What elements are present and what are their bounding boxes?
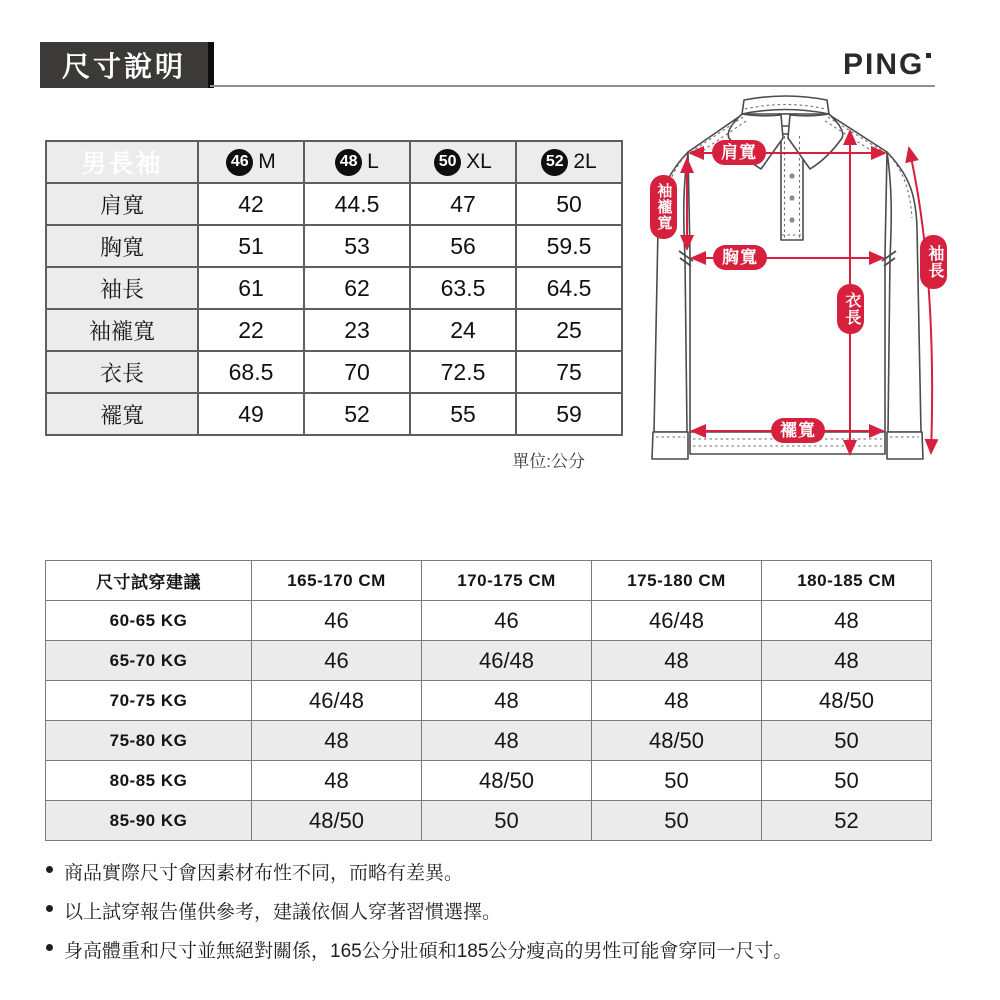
cell: 47	[410, 183, 516, 225]
unit-note: 單位:公分	[512, 452, 585, 471]
cell: 52	[762, 801, 932, 841]
brand-logo	[843, 48, 931, 82]
cell: 51	[198, 225, 304, 267]
bullet-icon	[46, 866, 53, 873]
note-text: 以上試穿報告僅供參考，建議依個人穿著習慣選擇。	[64, 902, 502, 923]
table-row-chest	[46, 225, 622, 267]
height-col-3: 175-180 CM	[592, 561, 762, 601]
cell: 48/50	[762, 681, 932, 721]
size-table-header-row	[46, 141, 622, 183]
cell: 48	[422, 681, 592, 721]
cell: 48	[252, 721, 422, 761]
size-letter-m: M	[258, 150, 276, 173]
size-col-52-2l	[516, 141, 622, 183]
note-text: 商品實際尺寸會因素材布性不同，而略有差異。	[64, 863, 464, 884]
cell: 64.5	[516, 267, 622, 309]
cell: 46/48	[592, 601, 762, 641]
cell: 48	[592, 641, 762, 681]
cell: 42	[198, 183, 304, 225]
row-label: 65-70 KG	[46, 641, 252, 681]
table-row-70-75kg	[46, 681, 932, 721]
brand-logo-text: PING	[843, 48, 925, 81]
table-row-shoulder	[46, 183, 622, 225]
cell: 48	[762, 641, 932, 681]
cell: 53	[304, 225, 410, 267]
footer-notes	[46, 858, 792, 975]
cell: 55	[410, 393, 516, 435]
table-row-75-80kg	[46, 721, 932, 761]
cell: 46	[422, 601, 592, 641]
cell: 52	[304, 393, 410, 435]
cell: 75	[516, 351, 622, 393]
cell: 49	[198, 393, 304, 435]
bullet-icon	[46, 944, 53, 951]
note-line	[46, 858, 792, 885]
table-row-65-70kg	[46, 641, 932, 681]
cell: 48	[252, 761, 422, 801]
cell: 62	[304, 267, 410, 309]
cell: 48	[422, 721, 592, 761]
cell: 46/48	[252, 681, 422, 721]
row-label: 肩寬	[46, 183, 198, 225]
cell: 48	[762, 601, 932, 641]
cell: 59	[516, 393, 622, 435]
row-label: 袖長	[46, 267, 198, 309]
cell: 59.5	[516, 225, 622, 267]
right-cuff	[887, 432, 923, 459]
table-row-armhole	[46, 309, 622, 351]
size-badge-46: 46	[226, 149, 253, 176]
row-label: 袖襱寬	[46, 309, 198, 351]
table-row-hem	[46, 393, 622, 435]
button-3	[789, 217, 794, 222]
cell: 48	[592, 681, 762, 721]
fit-table	[45, 560, 932, 841]
cell: 50	[592, 761, 762, 801]
table-row-sleeve-length	[46, 267, 622, 309]
cell: 50	[422, 801, 592, 841]
note-line	[46, 897, 792, 924]
note-text: 身高體重和尺寸並無絕對關係，165公分壯碩和185公分瘦高的男性可能會穿同一尺寸。	[64, 941, 793, 962]
left-cuff	[652, 432, 688, 459]
cell: 50	[762, 761, 932, 801]
hem-width-label: 襬寬	[771, 418, 825, 443]
cell: 68.5	[198, 351, 304, 393]
right-sleeve	[887, 152, 921, 432]
cell: 70	[304, 351, 410, 393]
bullet-icon	[46, 905, 53, 912]
armhole-width-label: 袖襱寬	[650, 175, 677, 239]
size-letter-xl: XL	[466, 150, 492, 173]
shoulder-width-label: 肩寬	[712, 140, 766, 165]
height-col-4: 180-185 CM	[762, 561, 932, 601]
cell: 48/50	[592, 721, 762, 761]
cell: 46/48	[422, 641, 592, 681]
row-label: 80-85 KG	[46, 761, 252, 801]
button-2	[789, 195, 794, 200]
cell: 50	[516, 183, 622, 225]
button-1	[789, 173, 794, 178]
cell: 56	[410, 225, 516, 267]
size-badge-50: 50	[434, 149, 461, 176]
cell: 61	[198, 267, 304, 309]
fit-table-title: 尺寸試穿建議	[46, 561, 252, 601]
table-row-80-85kg	[46, 761, 932, 801]
row-label: 胸寬	[46, 225, 198, 267]
size-table-title: 男長袖	[46, 141, 198, 183]
size-letter-l: L	[367, 150, 379, 173]
row-label: 60-65 KG	[46, 601, 252, 641]
cell: 23	[304, 309, 410, 351]
registered-mark-icon	[926, 53, 931, 58]
cell: 50	[592, 801, 762, 841]
cell: 50	[762, 721, 932, 761]
page-title-box	[40, 42, 214, 88]
header-divider	[210, 85, 935, 87]
row-label: 85-90 KG	[46, 801, 252, 841]
height-col-2: 170-175 CM	[422, 561, 592, 601]
table-row-garment-length	[46, 351, 622, 393]
size-col-48l	[304, 141, 410, 183]
fit-table-header-row	[46, 561, 932, 601]
cell: 63.5	[410, 267, 516, 309]
table-row-60-65kg	[46, 601, 932, 641]
row-label: 75-80 KG	[46, 721, 252, 761]
page-title: 尺寸說明	[61, 51, 186, 82]
cell: 46	[252, 641, 422, 681]
sleeve-length-label: 袖長	[920, 235, 947, 289]
row-label: 衣長	[46, 351, 198, 393]
cell: 25	[516, 309, 622, 351]
cell: 48/50	[422, 761, 592, 801]
size-col-50xl	[410, 141, 516, 183]
cell: 24	[410, 309, 516, 351]
garment-length-label: 衣長	[837, 284, 864, 334]
cell: 22	[198, 309, 304, 351]
cell: 48/50	[252, 801, 422, 841]
table-row-85-90kg	[46, 801, 932, 841]
size-badge-48: 48	[335, 149, 362, 176]
height-col-1: 165-170 CM	[252, 561, 422, 601]
note-line	[46, 936, 792, 963]
cell: 44.5	[304, 183, 410, 225]
row-label: 70-75 KG	[46, 681, 252, 721]
cell: 72.5	[410, 351, 516, 393]
chest-width-label: 胸寬	[713, 245, 767, 270]
size-table	[45, 140, 623, 436]
size-col-46m	[198, 141, 304, 183]
size-badge-52: 52	[541, 149, 568, 176]
cell: 46	[252, 601, 422, 641]
row-label: 襬寬	[46, 393, 198, 435]
size-letter-2l: 2L	[573, 150, 597, 173]
